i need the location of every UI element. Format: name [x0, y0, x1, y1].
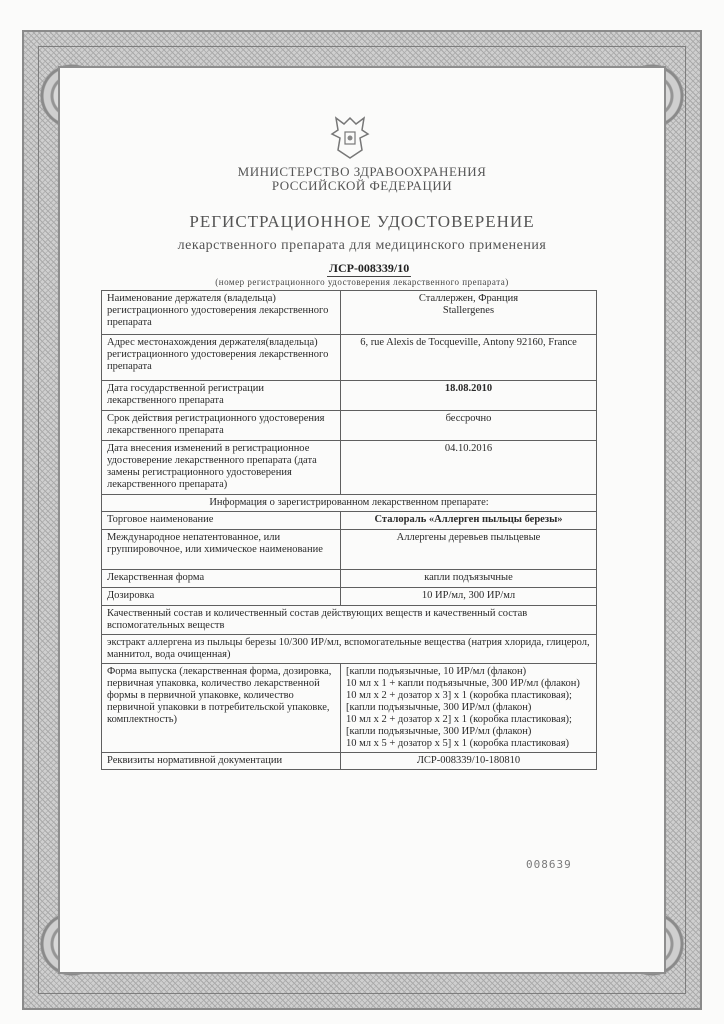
table-row [102, 495, 597, 512]
release-form-label: Форма выпуска (лекарственная форма, дозировка, первичная упаковка, количество лекарственной формы в первичной упаковке, количество первичной упаковки в потребительской упаковке, комплектность) [102, 664, 341, 753]
table-row [102, 635, 597, 664]
normdoc-label: Реквизиты нормативной документации [102, 753, 341, 770]
composition-heading: Качественный состав и количественный состав действующих веществ и качественный состав вспомогательных веществ [102, 606, 597, 635]
form-value: капли подъязычные [341, 570, 597, 588]
changes-value: 04.10.2016 [341, 441, 597, 495]
table-row [102, 291, 597, 335]
reg-date-label: Дата государственной регистрации лекарственного препарата [102, 381, 341, 411]
table-row [102, 441, 597, 495]
ministry-name-line-2: РОССИЙСКОЙ ФЕДЕРАЦИИ [271, 178, 453, 193]
serial-number: 008639 [526, 858, 572, 871]
release-line: [капли подъязычные, 10 ИР/мл (флакон) [346, 666, 527, 677]
holder-label: Наименование держателя (владельца) регистрационного удостоверения лекарственного препарата [102, 291, 341, 335]
holder-value [341, 291, 597, 335]
form-label: Лекарственная форма [102, 570, 341, 588]
release-line: 10 мл х 2 + дозатор х 3] х 1 (коробка пластиковая); [346, 690, 572, 701]
dosage-label: Дозировка [102, 588, 341, 606]
registration-table [101, 290, 597, 770]
release-line: [капли подъязычные, 300 ИР/мл (флакон) [346, 702, 532, 713]
dosage-value: 10 ИР/мл, 300 ИР/мл [341, 588, 597, 606]
table-row [102, 570, 597, 588]
certificate-subtitle: лекарственного препарата для медицинского применения [177, 238, 547, 253]
table-row [102, 335, 597, 381]
certificate-number: ЛСР-008339/10 [329, 261, 410, 275]
table-row [102, 512, 597, 530]
inn-label: Международное непатентованное, или группировочное, или химическое наименование [102, 530, 341, 570]
ministry-name-line-1: МИНИСТЕРСТВО ЗДРАВООХРАНЕНИЯ [237, 164, 487, 179]
certificate-title: РЕГИСТРАЦИОННОЕ УДОСТОВЕРЕНИЕ [189, 212, 535, 231]
validity-value: бессрочно [341, 411, 597, 441]
release-line: 10 мл х 1 + капли подъязычные, 300 ИР/мл (флакон) [346, 678, 580, 689]
table-row [102, 530, 597, 570]
table-row [102, 381, 597, 411]
changes-label: Дата внесения изменений в регистрационное удостоверение лекарственного препарата (дата замены регистрационного удостоверения лекарственного препарата) [102, 441, 341, 495]
info-heading: Информация о зарегистрированном лекарственном препарате: [102, 495, 597, 512]
release-form-value [341, 664, 597, 753]
release-line: 10 мл х 5 + дозатор х 5] х 1 (коробка пластиковая) [346, 738, 570, 749]
validity-label: Срок действия регистрационного удостоверения лекарственного препарата [102, 411, 341, 441]
reg-date-value: 18.08.2010 [341, 381, 597, 411]
certificate-number-note: (номер регистрационного удостоверения лекарственного препарата) [215, 277, 509, 287]
holder-value-ru: Сталлержен, Франция [418, 293, 519, 304]
address-label: Адрес местонахождения держателя(владельца) регистрационного удостоверения лекарственного препарата [102, 335, 341, 381]
table-row [102, 588, 597, 606]
coat-of-arms-icon [330, 114, 370, 160]
release-line: [капли подъязычные, 300 ИР/мл (флакон) [346, 726, 532, 737]
table-row [102, 606, 597, 635]
inn-value: Аллергены деревьев пыльцевые [341, 530, 597, 570]
trade-name-value: Сталораль «Аллерген пыльцы березы» [341, 512, 597, 530]
table-row [102, 664, 597, 753]
table-row [102, 753, 597, 770]
address-value: 6, rue Alexis de Tocqueville, Antony 92160, France [341, 335, 597, 381]
composition-value: экстракт аллергена из пыльцы березы 10/300 ИР/мл, вспомогательные вещества (натрия хлорида, глицерол, маннитол, вода очищенная) [102, 635, 597, 664]
holder-value-en: Stallergenes [442, 305, 495, 316]
release-line: 10 мл х 2 + дозатор х 2] х 1 (коробка пластиковая); [346, 714, 572, 725]
table-row [102, 411, 597, 441]
normdoc-value: ЛСР-008339/10-180810 [341, 753, 597, 770]
trade-name-label: Торговое наименование [102, 512, 341, 530]
